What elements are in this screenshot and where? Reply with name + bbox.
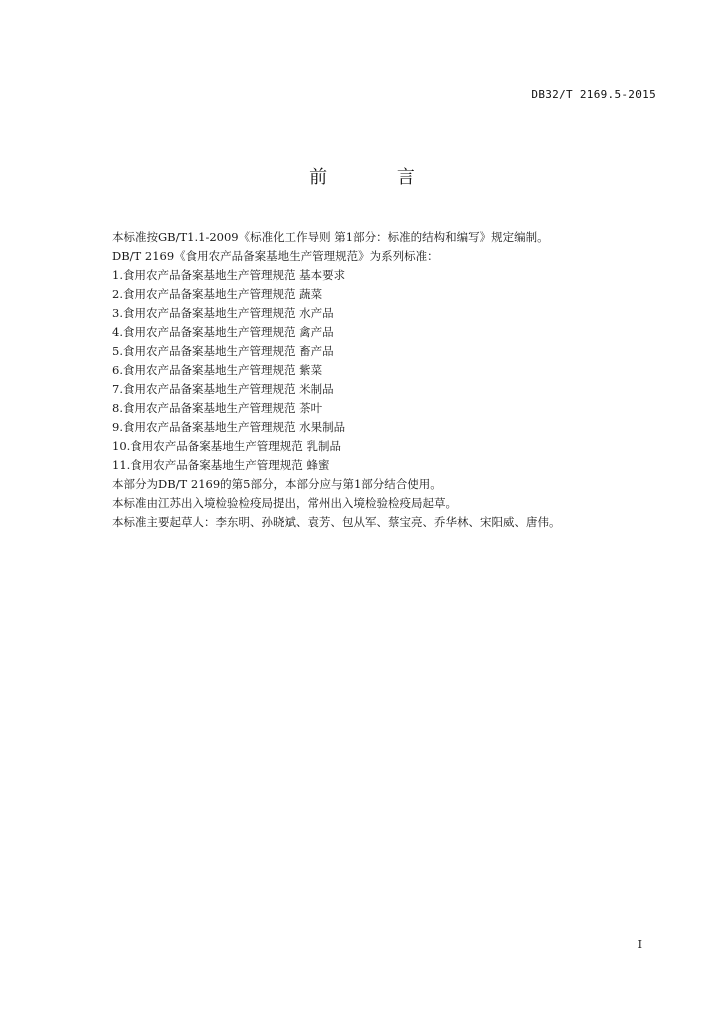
foreword-body: [112, 228, 672, 532]
paragraph-series-intro: DB/T 2169《食用农产品备案基地生产管理规范》为系列标准：: [112, 249, 439, 263]
list-item: 7.食用农产品备案基地生产管理规范 米制品: [112, 382, 334, 396]
list-item: 3.食用农产品备案基地生产管理规范 水产品: [112, 306, 334, 320]
paragraph-compilation-basis: 本标准按GB/T1.1-2009《标准化工作导则 第1部分：标准的结构和编写》规定编制。: [112, 230, 549, 244]
list-item: 10.食用农产品备案基地生产管理规范 乳制品: [112, 439, 341, 453]
list-item: 9.食用农产品备案基地生产管理规范 水果制品: [112, 420, 346, 434]
paragraph-drafters: 本标准主要起草人：李东明、孙晓斌、袁芳、包从军、蔡宝亮、乔华林、宋阳威、唐伟。: [112, 515, 561, 529]
list-item: 6.食用农产品备案基地生产管理规范 紫菜: [112, 363, 323, 377]
list-item: 11.食用农产品备案基地生产管理规范 蜂蜜: [112, 458, 330, 472]
paragraph-part-relation: 本部分为DB/T 2169的第5部分，本部分应与第1部分结合使用。: [112, 477, 442, 491]
list-item: 1.食用农产品备案基地生产管理规范 基本要求: [112, 268, 346, 282]
paragraph-proposer: 本标准由江苏出入境检验检疫局提出，常州出入境检验检疫局起草。: [112, 496, 457, 510]
list-item: 8.食用农产品备案基地生产管理规范 茶叶: [112, 401, 323, 415]
list-item: 4.食用农产品备案基地生产管理规范 禽产品: [112, 325, 334, 339]
list-item: 2.食用农产品备案基地生产管理规范 蔬菜: [112, 287, 323, 301]
page-number: I: [637, 938, 642, 951]
list-item: 5.食用农产品备案基地生产管理规范 畜产品: [112, 344, 334, 358]
page-title: 前 言: [309, 167, 447, 188]
standard-code-header: DB32/T 2169.5-2015: [531, 88, 656, 101]
